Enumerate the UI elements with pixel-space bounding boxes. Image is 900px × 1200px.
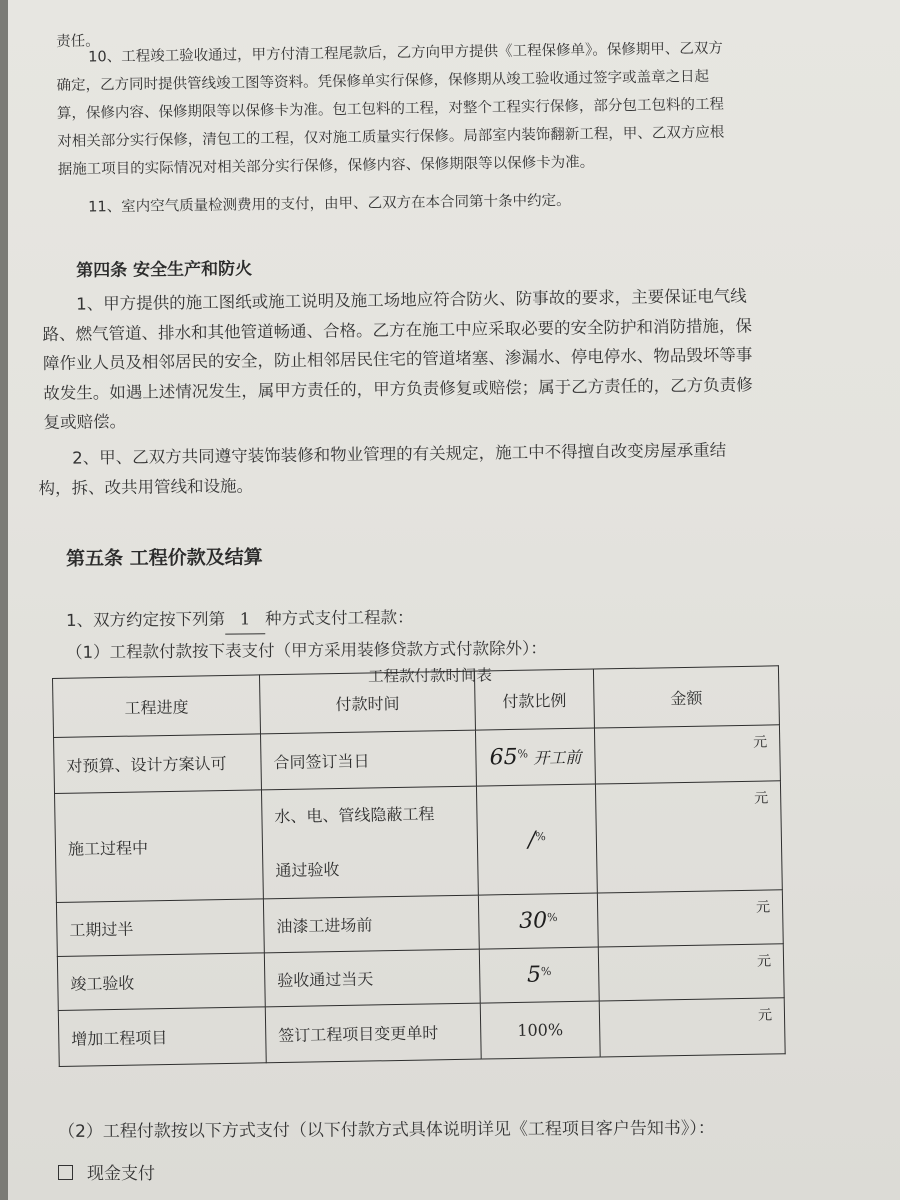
- cash-payment-label: 现金支付: [87, 1164, 155, 1184]
- time-cell: 油漆工进场前: [263, 895, 479, 953]
- percent-sign: %: [540, 965, 552, 979]
- time-line-1: 水、电、管线隐蔽工程: [274, 804, 435, 827]
- handwritten-ratio: /: [527, 827, 536, 853]
- header-amount: 金额: [593, 666, 779, 728]
- document-page: [8, 0, 900, 1200]
- stage-cell: 工期过半: [56, 899, 264, 957]
- ratio-cell: [475, 728, 595, 786]
- handwritten-note: 开工前: [533, 747, 582, 768]
- time-line-2: 通过验收: [275, 860, 340, 881]
- amount-cell: 元: [599, 998, 785, 1057]
- time-cell: 合同签订当日: [261, 730, 477, 790]
- item-1-prefix: 1、双方约定按下列第: [66, 609, 226, 630]
- article-4-title: 第四条 安全生产和防火: [76, 259, 253, 281]
- header-payment-ratio: 付款比例: [474, 669, 594, 730]
- article-5-title: 第五条 工程价款及结算: [66, 546, 263, 570]
- ratio-cell: 100%: [480, 1001, 600, 1059]
- amount-cell: 元: [594, 725, 780, 784]
- payment-schedule-table-wrap: [52, 665, 786, 1067]
- percent-sign: %: [546, 910, 558, 925]
- ratio-cell: [476, 784, 597, 895]
- item-1-suffix: 种方式支付工程款：: [265, 607, 414, 629]
- header-progress: 工程进度: [53, 675, 261, 738]
- table-row: [58, 998, 785, 1067]
- cash-payment-checkbox[interactable]: [58, 1165, 73, 1180]
- paragraph-clause-11: 11、室内空气质量检测费用的支付，由甲、乙双方在本合同第十条中约定。: [88, 192, 571, 216]
- stage-cell: 增加工程项目: [58, 1007, 266, 1067]
- article-4-item-1: 1、甲方提供的施工图纸或施工说明及施工场地应符合防火、防事故的要求，主要保证电气线路、燃气管道、排水和其他管道畅通、合格。乙方在施工中应采取必要的安全防护和消防措施，保障作业人员及相邻居民的安全，防止相邻居民住宅的管道堵塞、渗漏水、停电停水、物品毁坏等事故发生。如遇上述情况发生，属甲方责任的，甲方负责修复或赔偿；属于乙方责任的，乙方负责修复或赔偿。: [42, 286, 753, 432]
- amount-cell: 元: [597, 890, 783, 947]
- handwritten-ratio: 5: [526, 962, 542, 988]
- article-4-item-2: 2、甲、乙双方共同遵守装饰装修和物业管理的有关规定，施工中不得擅自改变房屋承重结构，拆、改共用管线和设施。: [38, 440, 727, 498]
- time-cell: [261, 786, 478, 899]
- time-cell: 验收通过当天: [264, 949, 480, 1007]
- payment-schedule-table: [52, 665, 786, 1067]
- article-5-sub-1: （1）工程款付款按下表支付（甲方采用装修贷款方式付款除外）：: [66, 638, 547, 662]
- article-5-sub-2: （2）工程付款按以下方式支付（以下付款方式具体说明详见《工程项目客户告知书》）：: [58, 1118, 715, 1142]
- header-payment-time: 付款时间: [259, 671, 475, 734]
- paragraph-clause-10: 10、工程竣工验收通过，甲方付清工程尾款后，乙方向甲方提供《工程保修单》。保修期甲、乙双方确定，乙方同时提供管线竣工图等资料。凭保修单实行保修，保修期从竣工验收通过签字或盖章之日起算，保修内容、保修期限等以保修卡为准。包工包料的工程，对整个工程实行保修，部分包工包料的工程对相关部分实行保修，清包工的工程，仅对施工质量实行保修。局部室内装饰翻新工程，甲、乙双方应根据施工项目的实际情况对相关部分实行保修，保修内容、保修期限等以保修卡为准。: [56, 40, 725, 178]
- percent-sign: %: [517, 747, 529, 761]
- article-5-item-1: [66, 603, 414, 636]
- amount-cell: 元: [598, 944, 784, 1001]
- table-caption: 工程款付款时间表: [367, 666, 493, 686]
- stage-cell: 对预算、设计方案认可: [54, 734, 262, 794]
- ratio-cell: [479, 947, 599, 1003]
- ratio-cell: [478, 893, 598, 949]
- paragraph-responsibility: 责任。: [56, 33, 100, 50]
- handwritten-ratio: 65: [489, 744, 518, 771]
- percent-sign: %: [535, 829, 546, 843]
- stage-cell: 施工过程中: [55, 790, 264, 903]
- time-cell: 签订工程项目变更单时: [265, 1003, 481, 1063]
- payment-method-blank: 1: [225, 604, 265, 634]
- amount-cell: 元: [595, 781, 782, 893]
- stage-cell: 竣工验收: [57, 953, 265, 1011]
- table-row: [55, 781, 783, 903]
- handwritten-ratio: 30: [518, 908, 548, 934]
- cash-option-row[interactable]: [58, 1160, 155, 1189]
